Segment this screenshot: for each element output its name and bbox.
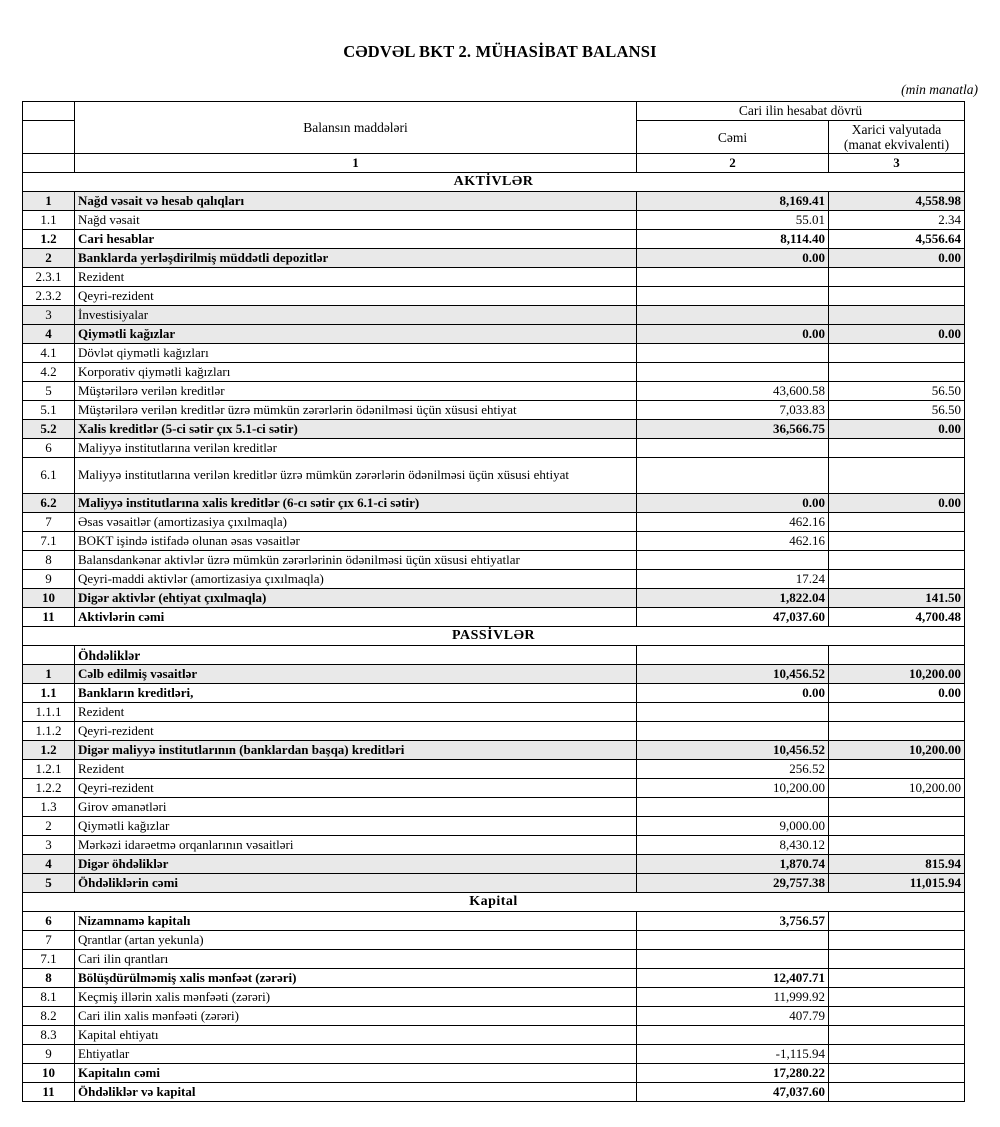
table-row: [23, 855, 965, 874]
row-item-label: Qrantlar (artan yekunla): [75, 931, 637, 950]
section-row-assets: [23, 173, 965, 192]
row-fx-value: 815.94: [829, 855, 965, 874]
row-fx-value: 10,200.00: [829, 779, 965, 798]
row-total-value: [637, 722, 829, 741]
row-fx-value: 4,558.98: [829, 192, 965, 211]
row-item-label: Rezident: [75, 268, 637, 287]
table-row: [23, 363, 965, 382]
row-total-value: 8,169.41: [637, 192, 829, 211]
table-row: [23, 532, 965, 551]
row-total-value: 7,033.83: [637, 401, 829, 420]
row-total-value: 462.16: [637, 532, 829, 551]
table-row: [23, 1083, 965, 1102]
row-fx-value: [829, 570, 965, 589]
row-fx-value: [829, 551, 965, 570]
row-code: 8: [23, 551, 75, 570]
row-code: 1.1: [23, 684, 75, 703]
row-fx-value: 2.34: [829, 211, 965, 230]
row-fx-value: [829, 703, 965, 722]
column-number-2: 2: [637, 154, 829, 173]
table-header-group: [23, 102, 965, 192]
header-period-group: Cari ilin hesabat dövrü: [637, 102, 965, 121]
row-fx-value: [829, 969, 965, 988]
row-total-value: 12,407.71: [637, 969, 829, 988]
page-title: CƏDVƏL BKT 2. MÜHASİBAT BALANSI: [343, 42, 657, 61]
row-fx-value: [829, 798, 965, 817]
row-fx-value: 141.50: [829, 589, 965, 608]
row-total-value: [637, 439, 829, 458]
row-total-value: [637, 950, 829, 969]
table-row: [23, 836, 965, 855]
row-code: 1.1.1: [23, 703, 75, 722]
row-item-label: Aktivlərin cəmi: [75, 608, 637, 627]
subsection-title-obligations: Öhdəliklər: [75, 646, 637, 665]
row-item-label: Cəlb edilmiş vəsaitlər: [75, 665, 637, 684]
row-fx-value: [829, 344, 965, 363]
row-item-label: Maliyyə institutlarına verilən kreditlər: [75, 439, 637, 458]
row-total-value: 8,430.12: [637, 836, 829, 855]
table-row: [23, 268, 965, 287]
row-total-value: [637, 458, 829, 494]
row-code: 1.1: [23, 211, 75, 230]
subsection-fx-blank: [829, 646, 965, 665]
row-fx-value: 10,200.00: [829, 665, 965, 684]
row-fx-value: 0.00: [829, 420, 965, 439]
row-total-value: 0.00: [637, 249, 829, 268]
row-item-label: Öhdəliklər və kapital: [75, 1083, 637, 1102]
row-fx-value: [829, 1026, 965, 1045]
row-fx-value: [829, 1064, 965, 1083]
table-row: [23, 912, 965, 931]
row-code: 5: [23, 382, 75, 401]
row-code: 7.1: [23, 532, 75, 551]
row-fx-value: 0.00: [829, 325, 965, 344]
table-row: [23, 1045, 965, 1064]
table-row: [23, 608, 965, 627]
row-total-value: 3,756.57: [637, 912, 829, 931]
row-item-label: Əsas vəsaitlər (amortizasiya çıxılmaqla): [75, 513, 637, 532]
row-fx-value: 0.00: [829, 494, 965, 513]
row-item-label: Cari hesablar: [75, 230, 637, 249]
row-fx-value: [829, 532, 965, 551]
row-item-label: Keçmiş illərin xalis mənfəəti (zərəri): [75, 988, 637, 1007]
assets-rows: [23, 192, 965, 627]
column-number-3: 3: [829, 154, 965, 173]
row-item-label: Korporativ qiymətli kağızları: [75, 363, 637, 382]
section-title-assets: AKTİVLƏR: [23, 173, 965, 192]
table-row: [23, 439, 965, 458]
row-item-label: Maliyyə institutlarına xalis kreditlər (6-cı sətir çıx 6.1-ci sətir): [75, 494, 637, 513]
row-total-value: [637, 1026, 829, 1045]
table-row: [23, 779, 965, 798]
row-total-value: [637, 931, 829, 950]
table-row: [23, 287, 965, 306]
row-code: 1.1.2: [23, 722, 75, 741]
table-row: [23, 344, 965, 363]
row-item-label: Qeyri-rezident: [75, 722, 637, 741]
table-row: [23, 458, 965, 494]
row-item-label: Nağd vəsait: [75, 211, 637, 230]
header-item-column: Balansın maddələri: [75, 102, 637, 154]
row-total-value: [637, 798, 829, 817]
row-total-value: 17,280.22: [637, 1064, 829, 1083]
table-row: [23, 401, 965, 420]
row-fx-value: [829, 1007, 965, 1026]
row-total-value: 8,114.40: [637, 230, 829, 249]
row-total-value: 29,757.38: [637, 874, 829, 893]
row-fx-value: [829, 513, 965, 532]
row-code: 6.2: [23, 494, 75, 513]
row-item-label: İnvestisiyalar: [75, 306, 637, 325]
row-total-value: 55.01: [637, 211, 829, 230]
row-fx-value: [829, 817, 965, 836]
header-code-column: [23, 102, 75, 121]
section-title-liabilities: PASSİVLƏR: [23, 627, 965, 646]
row-item-label: Mərkəzi idarəetmə orqanlarının vəsaitləri: [75, 836, 637, 855]
row-fx-value: 10,200.00: [829, 741, 965, 760]
row-item-label: Qeyri-maddi aktivlər (amortizasiya çıxılmaqla): [75, 570, 637, 589]
row-fx-value: [829, 722, 965, 741]
table-row: [23, 551, 965, 570]
row-item-label: Girov əmanətləri: [75, 798, 637, 817]
table-row: [23, 192, 965, 211]
row-total-value: 0.00: [637, 325, 829, 344]
table-row: [23, 665, 965, 684]
row-total-value: [637, 306, 829, 325]
row-item-label: Xalis kreditlər (5-ci sətir çıx 5.1-ci sətir): [75, 420, 637, 439]
header-blank-cell: [23, 121, 75, 154]
table-row: [23, 722, 965, 741]
table-row: [23, 589, 965, 608]
table-row: [23, 874, 965, 893]
row-item-label: Rezident: [75, 760, 637, 779]
row-total-value: 0.00: [637, 494, 829, 513]
row-item-label: BOKT işində istifadə olunan əsas vəsaitlər: [75, 532, 637, 551]
row-code: 1.2.1: [23, 760, 75, 779]
column-number-blank: [23, 154, 75, 173]
table-row: [23, 798, 965, 817]
column-number-1: 1: [75, 154, 637, 173]
table-row: [23, 1064, 965, 1083]
row-code: 2: [23, 817, 75, 836]
row-code: 8.1: [23, 988, 75, 1007]
table-row: [23, 1026, 965, 1045]
row-item-label: Kapital ehtiyatı: [75, 1026, 637, 1045]
liabilities-section-group: [23, 627, 965, 665]
row-fx-value: 0.00: [829, 684, 965, 703]
row-item-label: Qeyri-rezident: [75, 779, 637, 798]
row-item-label: Dövlət qiymətli kağızları: [75, 344, 637, 363]
row-fx-value: 56.50: [829, 382, 965, 401]
row-total-value: -1,115.94: [637, 1045, 829, 1064]
table-row: [23, 494, 965, 513]
row-item-label: Öhdəliklərin cəmi: [75, 874, 637, 893]
row-code: 11: [23, 1083, 75, 1102]
row-total-value: 462.16: [637, 513, 829, 532]
row-code: 1.2: [23, 230, 75, 249]
row-code: 7: [23, 513, 75, 532]
row-fx-value: [829, 912, 965, 931]
table-row: [23, 306, 965, 325]
table-row: [23, 513, 965, 532]
row-code: 6: [23, 912, 75, 931]
row-code: 5.2: [23, 420, 75, 439]
row-total-value: 1,870.74: [637, 855, 829, 874]
row-code: 3: [23, 306, 75, 325]
row-total-value: 10,456.52: [637, 665, 829, 684]
table-row: [23, 684, 965, 703]
row-item-label: Qiymətli kağızlar: [75, 325, 637, 344]
row-item-label: Balansdankənar aktivlər üzrə mümkün zərərlərinin ödənilməsi üçün xüsusi ehtiyatlar: [75, 551, 637, 570]
balance-sheet-table: [22, 101, 965, 1102]
row-item-label: Rezident: [75, 703, 637, 722]
table-row: [23, 211, 965, 230]
table-row: [23, 570, 965, 589]
row-fx-value: [829, 760, 965, 779]
row-fx-value: [829, 836, 965, 855]
table-row: [23, 325, 965, 344]
row-fx-value: 56.50: [829, 401, 965, 420]
row-code: 1.2: [23, 741, 75, 760]
row-item-label: Cari ilin qrantları: [75, 950, 637, 969]
capital-section-group: [23, 893, 965, 912]
row-fx-value: [829, 363, 965, 382]
row-total-value: 17.24: [637, 570, 829, 589]
row-total-value: [637, 268, 829, 287]
row-total-value: 0.00: [637, 684, 829, 703]
row-total-value: [637, 703, 829, 722]
table-header-row-1: [23, 102, 965, 121]
row-code: 4: [23, 855, 75, 874]
capital-rows: [23, 912, 965, 1102]
row-item-label: Digər öhdəliklər: [75, 855, 637, 874]
row-total-value: 407.79: [637, 1007, 829, 1026]
table-row: [23, 760, 965, 779]
section-row-capital: [23, 893, 965, 912]
row-code: 1.2.2: [23, 779, 75, 798]
row-code: 10: [23, 589, 75, 608]
table-row: [23, 931, 965, 950]
table-row: [23, 230, 965, 249]
row-code: 4.2: [23, 363, 75, 382]
row-item-label: Nizamnamə kapitalı: [75, 912, 637, 931]
row-fx-value: [829, 306, 965, 325]
table-row: [23, 817, 965, 836]
row-fx-value: 0.00: [829, 249, 965, 268]
row-code: 8: [23, 969, 75, 988]
row-code: 8.3: [23, 1026, 75, 1045]
row-code: 5: [23, 874, 75, 893]
row-fx-value: 4,556.64: [829, 230, 965, 249]
table-row: [23, 382, 965, 401]
row-total-value: 11,999.92: [637, 988, 829, 1007]
row-code: 4: [23, 325, 75, 344]
row-fx-value: [829, 287, 965, 306]
subsection-row-obligations: [23, 646, 965, 665]
row-fx-value: [829, 439, 965, 458]
row-item-label: Bankların kreditləri,: [75, 684, 637, 703]
row-total-value: [637, 287, 829, 306]
table-column-number-row: [23, 154, 965, 173]
table-row: [23, 741, 965, 760]
row-code: 11: [23, 608, 75, 627]
unit-note: (min manatla): [901, 82, 978, 97]
subsection-code-blank: [23, 646, 75, 665]
row-item-label: Digər maliyyə institutlarının (banklardan başqa) kreditləri: [75, 741, 637, 760]
row-item-label: Banklarda yerləşdirilmiş müddətli depozitlər: [75, 249, 637, 268]
row-code: 6: [23, 439, 75, 458]
row-item-label: Qiymətli kağızlar: [75, 817, 637, 836]
table-row: [23, 249, 965, 268]
row-total-value: 10,200.00: [637, 779, 829, 798]
row-code: 6.1: [23, 458, 75, 494]
table-row: [23, 420, 965, 439]
row-code: 2.3.1: [23, 268, 75, 287]
row-fx-value: 4,700.48: [829, 608, 965, 627]
row-total-value: 10,456.52: [637, 741, 829, 760]
section-row-liabilities: [23, 627, 965, 646]
row-item-label: Digər aktivlər (ehtiyat çıxılmaqla): [75, 589, 637, 608]
row-fx-value: [829, 988, 965, 1007]
row-code: 9: [23, 1045, 75, 1064]
row-fx-value: 11,015.94: [829, 874, 965, 893]
liability-rows: [23, 665, 965, 893]
row-item-label: Ehtiyatlar: [75, 1045, 637, 1064]
row-fx-value: [829, 950, 965, 969]
row-total-value: [637, 551, 829, 570]
row-item-label: Cari ilin xalis mənfəəti (zərəri): [75, 1007, 637, 1026]
row-total-value: [637, 344, 829, 363]
row-code: 10: [23, 1064, 75, 1083]
table-row: [23, 703, 965, 722]
row-code: 1: [23, 665, 75, 684]
row-fx-value: [829, 268, 965, 287]
row-item-label: Maliyyə institutlarına verilən kreditlər üzrə mümkün zərərlərin ödənilməsi üçün xüsusi ehtiyat: [75, 458, 637, 494]
row-fx-value: [829, 1045, 965, 1064]
row-code: 7.1: [23, 950, 75, 969]
row-total-value: 47,037.60: [637, 1083, 829, 1102]
row-code: 5.1: [23, 401, 75, 420]
row-total-value: 43,600.58: [637, 382, 829, 401]
subsection-total-blank: [637, 646, 829, 665]
row-code: 8.2: [23, 1007, 75, 1026]
table-row: [23, 950, 965, 969]
row-fx-value: [829, 931, 965, 950]
row-item-label: Nağd vəsait və hesab qalıqları: [75, 192, 637, 211]
header-total-column: Cəmi: [637, 121, 829, 154]
row-code: 2.3.2: [23, 287, 75, 306]
row-code: 1: [23, 192, 75, 211]
row-total-value: 256.52: [637, 760, 829, 779]
row-code: 7: [23, 931, 75, 950]
row-code: 3: [23, 836, 75, 855]
header-fx-column: Xarici valyutada (manat ekvivalenti): [829, 121, 965, 154]
row-code: 9: [23, 570, 75, 589]
row-item-label: Bölüşdürülməmiş xalis mənfəət (zərəri): [75, 969, 637, 988]
row-total-value: 47,037.60: [637, 608, 829, 627]
row-item-label: Kapitalın cəmi: [75, 1064, 637, 1083]
row-fx-value: [829, 458, 965, 494]
row-code: 1.3: [23, 798, 75, 817]
row-total-value: [637, 363, 829, 382]
row-fx-value: [829, 1083, 965, 1102]
section-title-capital: Kapital: [23, 893, 965, 912]
table-row: [23, 969, 965, 988]
table-row: [23, 1007, 965, 1026]
row-item-label: Müştərilərə verilən kreditlər üzrə mümkün zərərlərin ödənilməsi üçün xüsusi ehtiyat: [75, 401, 637, 420]
row-code: 2: [23, 249, 75, 268]
table-row: [23, 988, 965, 1007]
row-total-value: 9,000.00: [637, 817, 829, 836]
row-code: 4.1: [23, 344, 75, 363]
row-total-value: 1,822.04: [637, 589, 829, 608]
row-item-label: Müştərilərə verilən kreditlər: [75, 382, 637, 401]
row-item-label: Qeyri-rezident: [75, 287, 637, 306]
row-total-value: 36,566.75: [637, 420, 829, 439]
